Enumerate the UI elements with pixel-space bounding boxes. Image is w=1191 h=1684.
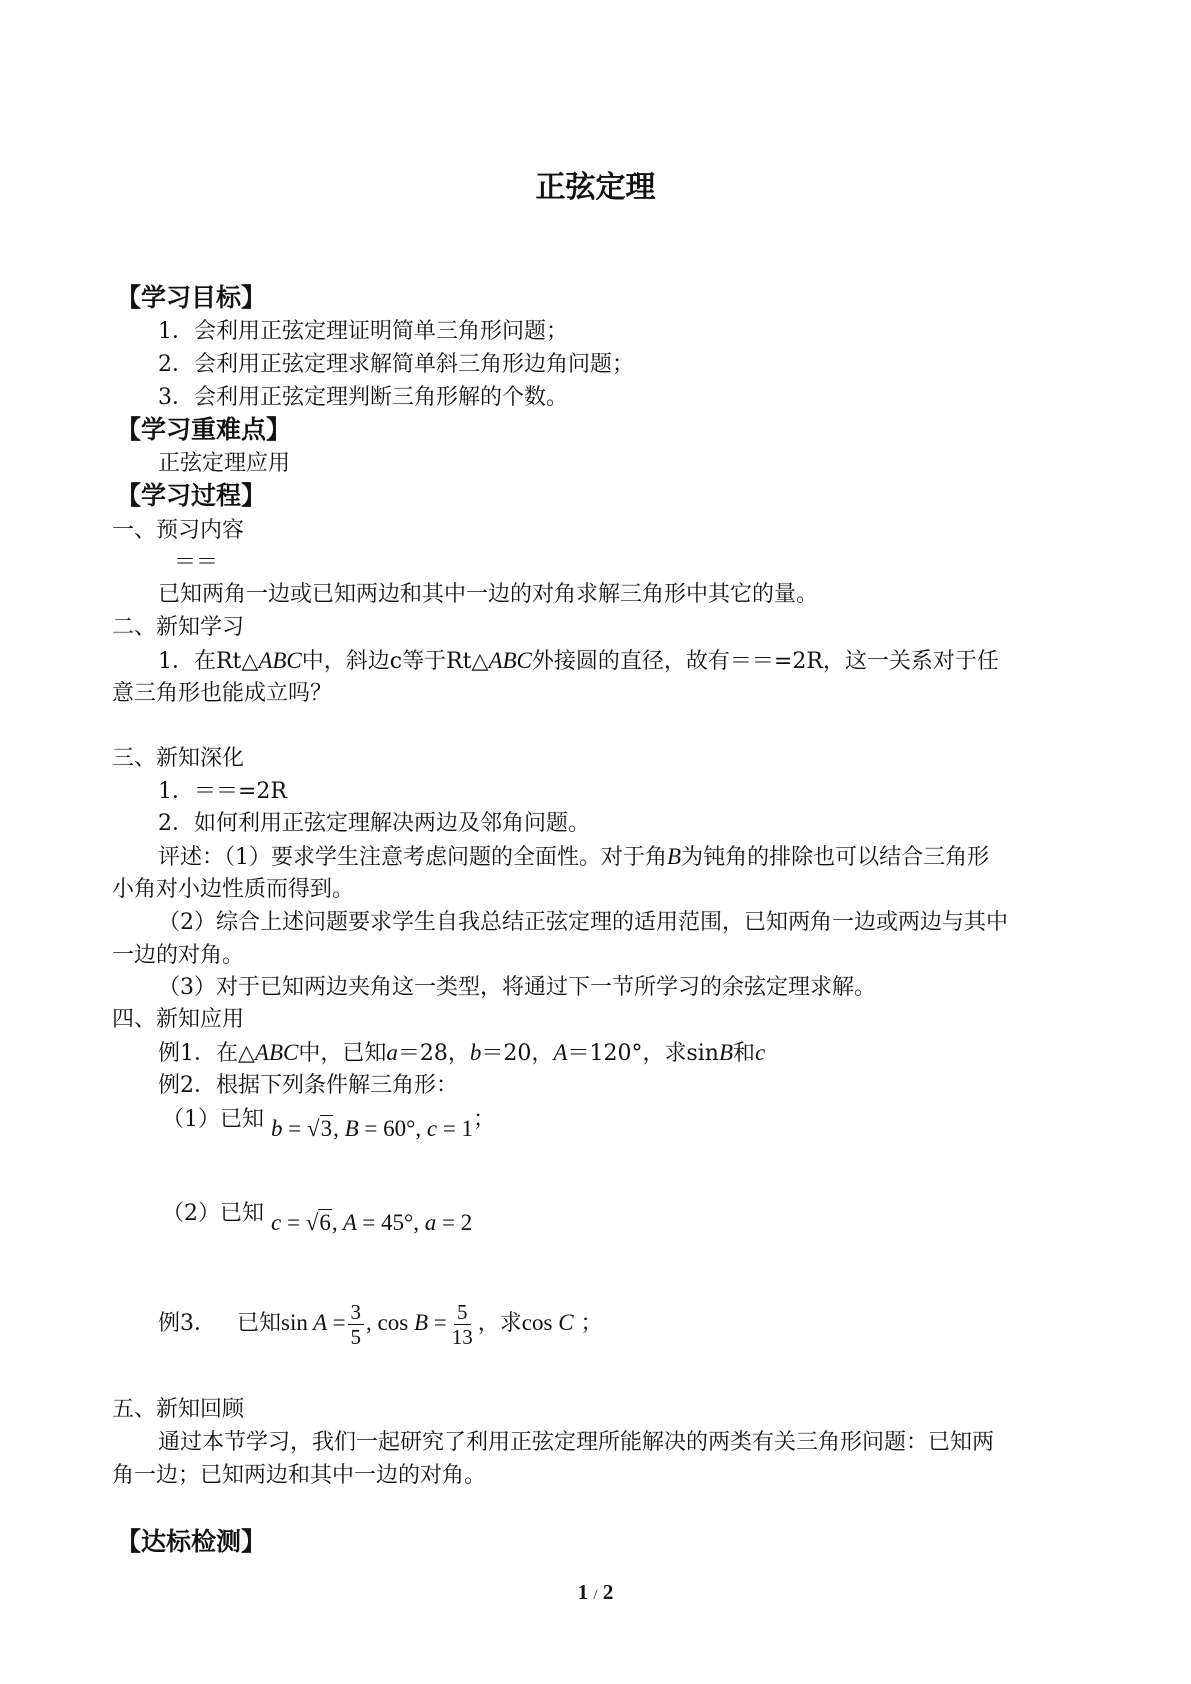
review-text: 通过本节学习，我们一起研究了利用正弦定理所能解决的两类有关三角形问题：已知两: [158, 1430, 995, 1455]
keypoints-heading: 【学习重难点】: [116, 415, 292, 444]
deepen-heading: 三、新知深化: [112, 746, 245, 771]
objective-item: 2．会利用正弦定理求解简单斜三角形边角问题；: [158, 352, 634, 377]
application-heading: 四、新知应用: [112, 1007, 245, 1032]
process-heading: 【学习过程】: [116, 481, 267, 510]
deepen-item: 2．如何利用正弦定理解决两边及邻角问题。: [158, 811, 590, 836]
review-text-cont: 角一边；已知两边和其中一边的对角。: [112, 1463, 487, 1488]
new-knowledge-heading: 二、新知学习: [112, 615, 245, 640]
objectives-heading: 【学习目标】: [116, 283, 267, 312]
example-3: 例3． 已知sin A = $\frac{3}{5}$ , cos B = $\frac{5}{13}$ ，求cos C ；: [158, 1300, 603, 1349]
formula-ex2-2: c = √6, A = 45°, a = 2: [271, 1210, 473, 1235]
comment-1-cont: 小角对小边性质而得到。: [112, 877, 355, 902]
example-2-part-2: （2）已知 c = √6, A = 45°, a = 2: [162, 1201, 473, 1235]
comment-2: （2）综合上述问题要求学生自我总结正弦定理的适用范围，已知两角一边或两边与其中: [158, 910, 1008, 935]
preview-equation: ＝＝: [174, 550, 219, 575]
page-number: 1 / 2: [577, 1580, 614, 1604]
preview-heading: 一、预习内容: [112, 518, 245, 543]
deepen-item: 1．＝＝=2R: [158, 779, 287, 804]
comment-2-cont: 一边的对角。: [112, 943, 245, 968]
page-title: 正弦定理: [535, 170, 656, 205]
example-2: 例2．根据下列条件解三角形：: [158, 1073, 458, 1098]
preview-text: 已知两角一边或已知两边和其中一边的对角求解三角形中其它的量。: [158, 582, 819, 607]
keypoints-text: 正弦定理应用: [158, 451, 291, 476]
formula-ex2-1: b = √3, B = 60°, c = 1: [271, 1116, 474, 1141]
comment-3: （3）对于已知两边夹角这一类型，将通过下一节所学习的余弦定理求解。: [158, 975, 876, 1000]
objective-item: 3．会利用正弦定理判断三角形解的个数。: [158, 385, 568, 410]
comment-1: 评述：（1）要求学生注意考虑问题的全面性。对于角B为钝角的排除也可以结合三角形: [158, 844, 990, 870]
review-heading: 五、新知回顾: [112, 1397, 245, 1422]
objective-item: 1．会利用正弦定理证明简单三角形问题；: [158, 319, 568, 344]
new-knowledge-question: 1．在Rt△ABC中，斜边c等于Rt△ABC外接圆的直径，故有＝＝=2R，这一关系对于任: [158, 648, 999, 674]
example-1: 例1．在△ABC中，已知a＝28，b＝20，A＝120°，求sinB和c: [158, 1040, 766, 1066]
new-knowledge-question-cont: 意三角形也能成立吗？: [112, 681, 333, 706]
example-2-part-1: （1）已知 b = √3, B = 60°, c = 1；: [162, 1107, 496, 1141]
assessment-heading: 【达标检测】: [116, 1527, 267, 1556]
